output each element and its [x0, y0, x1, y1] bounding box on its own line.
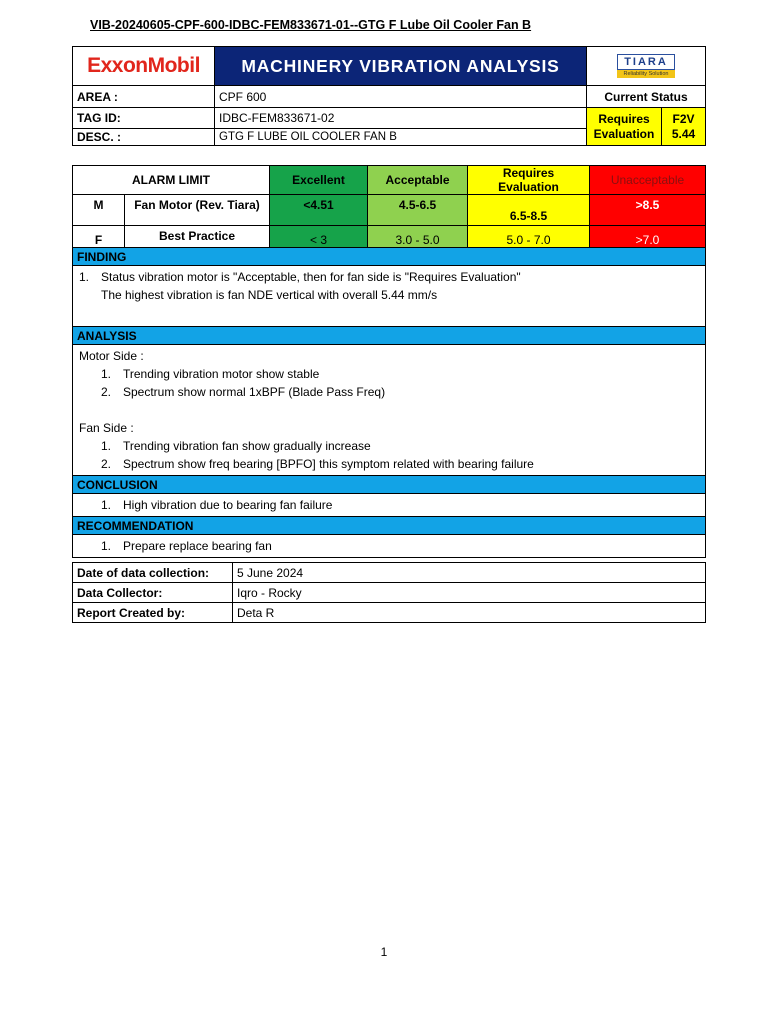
analysis-item: Spectrum show freq bearing [BPFO] this symptom related with bearing failure — [123, 457, 534, 471]
unacceptable-header: Unacceptable — [590, 166, 706, 195]
unacceptable-limit: >7.0 — [590, 226, 706, 255]
recommendation-body: 1. Prepare replace bearing fan — [73, 535, 706, 558]
creator-value: Deta R — [233, 603, 706, 623]
document-title: VIB-20240605-CPF-600-IDBC-FEM833671-01--GTG F Lube Oil Cooler Fan B — [90, 18, 532, 32]
collector-label: Data Collector: — [73, 583, 233, 603]
alarm-row-name: Best Practice — [125, 226, 270, 255]
recommendation-heading: RECOMMENDATION — [73, 517, 706, 535]
analysis-heading: ANALYSIS — [73, 327, 706, 345]
alarm-row-motor — [73, 195, 706, 226]
tiara-logo: TIARA Reliability Solution — [587, 47, 706, 86]
excellent-limit: <4.51 — [270, 195, 368, 226]
date-value: 5 June 2024 — [233, 563, 706, 583]
date-label: Date of data collection: — [73, 563, 233, 583]
exxonmobil-logo: ExxonMobil — [73, 47, 215, 86]
alarm-row-name: Fan Motor (Rev. Tiara) — [125, 195, 270, 226]
report-info-table — [72, 562, 706, 623]
requires-evaluation-limit: 6.5-8.5 — [468, 195, 590, 226]
alarm-row-code: F — [73, 226, 125, 255]
tag-id-value: IDBC-FEM833671-02 — [215, 108, 587, 129]
finding-body: 1. Status vibration motor is "Acceptable, then for fan side is "Requires Evaluation" The highest vibration is fan NDE vertical with overall 5.44 mm/s — [73, 266, 706, 327]
alarm-limit-table — [72, 165, 706, 255]
desc-label: DESC. : — [73, 129, 215, 146]
conclusion-item: High vibration due to bearing fan failure — [123, 498, 333, 512]
recommendation-item: Prepare replace bearing fan — [123, 539, 272, 553]
acceptable-limit: 3.0 - 5.0 — [368, 226, 468, 255]
fan-side-label: Fan Side : — [79, 421, 134, 435]
tag-id-label: TAG ID: — [73, 108, 215, 129]
creator-label: Report Created by: — [73, 603, 233, 623]
finding-heading: FINDING — [73, 248, 706, 266]
status-point: F2V — [672, 111, 695, 126]
conclusion-heading: CONCLUSION — [73, 476, 706, 494]
area-value: CPF 600 — [215, 86, 587, 108]
analysis-item: Trending vibration fan show gradually increase — [123, 439, 371, 453]
header-table — [72, 46, 706, 146]
excellent-header: Excellent — [270, 166, 368, 195]
motor-side-label: Motor Side : — [79, 349, 144, 363]
status-value: 5.44 — [671, 126, 696, 141]
alarm-row-code: M — [73, 195, 125, 226]
area-label: AREA : — [73, 86, 215, 108]
finding-item: Status vibration motor is "Acceptable, then for fan side is "Requires Evaluation" — [101, 270, 521, 284]
page-number: 1 — [380, 945, 388, 959]
finding-item-cont: The highest vibration is fan NDE vertical with overall 5.44 mm/s — [101, 288, 438, 302]
status-badge: Requires Evaluation — [587, 108, 662, 146]
report-title: MACHINERY VIBRATION ANALYSIS — [215, 47, 587, 86]
excellent-limit: < 3 — [270, 226, 368, 255]
analysis-item: Trending vibration motor show stable — [123, 367, 320, 381]
alarm-limit-label: ALARM LIMIT — [73, 166, 270, 195]
acceptable-limit: 4.5-6.5 — [368, 195, 468, 226]
status-reading — [662, 108, 706, 146]
requires-evaluation-limit: 5.0 - 7.0 — [468, 226, 590, 255]
analysis-item: Spectrum show normal 1xBPF (Blade Pass Freq) — [123, 385, 386, 399]
unacceptable-limit: >8.5 — [590, 195, 706, 226]
current-status-label: Current Status — [587, 86, 706, 108]
analysis-body: Motor Side : 1. Trending vibration motor show stable 2. Spectrum show normal 1xBPF (Blade Pass Freq) Fan Side : 1. Trending vibration fan show gradually increase 2. Spectrum show freq bearing [BPFO] this symptom related with bearing failure — [73, 345, 706, 476]
findings-table — [72, 247, 706, 558]
desc-value: GTG F LUBE OIL COOLER FAN B — [215, 129, 587, 146]
requires-evaluation-header: Requires Evaluation — [468, 166, 590, 195]
conclusion-body: 1. High vibration due to bearing fan failure — [73, 494, 706, 517]
collector-value: Iqro - Rocky — [233, 583, 706, 603]
acceptable-header: Acceptable — [368, 166, 468, 195]
